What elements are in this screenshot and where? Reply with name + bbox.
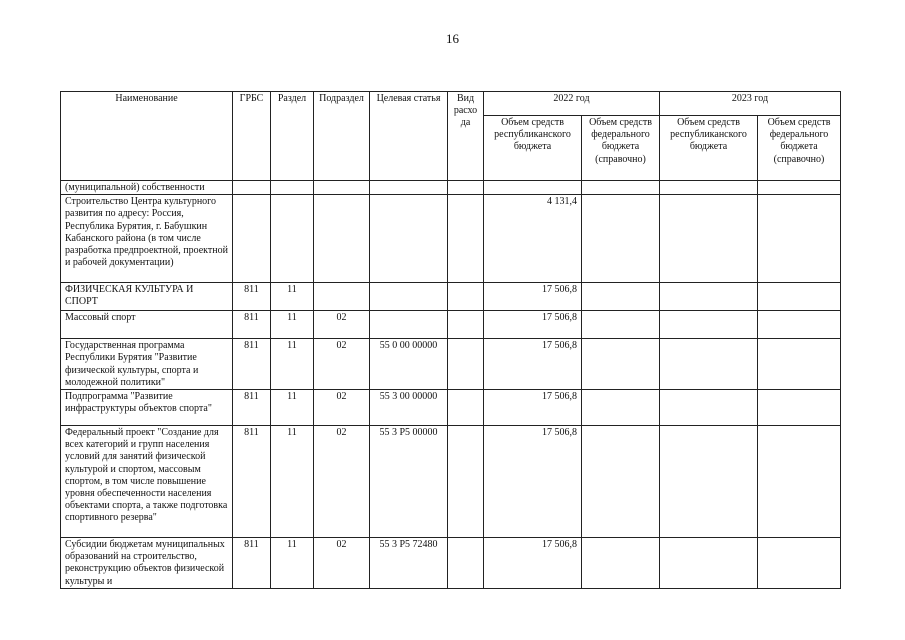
cell-target bbox=[370, 283, 448, 311]
table-row bbox=[61, 538, 841, 589]
cell-2022-republican: 17 506,8 bbox=[484, 283, 582, 311]
table-row bbox=[61, 390, 841, 426]
cell-2022-federal bbox=[582, 390, 660, 426]
cell-section: 11 bbox=[271, 538, 314, 589]
cell-target bbox=[370, 311, 448, 339]
cell-vid bbox=[448, 538, 484, 589]
cell-name: Федеральный проект "Создание для всех категорий и групп населения условий для занятий физической культурой и спортом, массовым спортом, в том числе повышение уровня обеспеченности населения объектами спорта, а также подготовка спортивного резерва" bbox=[61, 426, 233, 538]
cell-name: ФИЗИЧЕСКАЯ КУЛЬТУРА И СПОРТ bbox=[61, 283, 233, 311]
cell-vid bbox=[448, 426, 484, 538]
cell-2023-federal bbox=[758, 390, 841, 426]
cell-2023-republican bbox=[660, 195, 758, 283]
table-row bbox=[61, 311, 841, 339]
cell-2022-federal bbox=[582, 181, 660, 195]
cell-name: (муниципальной) собственности bbox=[61, 181, 233, 195]
cell-2023-republican bbox=[660, 390, 758, 426]
cell-target: 55 3 Р5 72480 bbox=[370, 538, 448, 589]
cell-2022-republican: 17 506,8 bbox=[484, 426, 582, 538]
table-row bbox=[61, 426, 841, 538]
header-target: Целевая статья bbox=[370, 92, 448, 181]
cell-name: Подпрограмма "Развитие инфраструктуры объектов спорта" bbox=[61, 390, 233, 426]
cell-2023-federal bbox=[758, 283, 841, 311]
cell-2023-federal bbox=[758, 195, 841, 283]
cell-section: 11 bbox=[271, 283, 314, 311]
cell-2022-federal bbox=[582, 538, 660, 589]
cell-2023-federal bbox=[758, 311, 841, 339]
table-row bbox=[61, 339, 841, 390]
cell-name: Строительство Центра культурного развития по адресу: Россия, Республика Бурятия, г. Бабушкин Кабанского района (в том числе разработка предпроектной, проектной и рабочей документации) bbox=[61, 195, 233, 283]
cell-2023-republican bbox=[660, 339, 758, 390]
cell-grbs bbox=[233, 181, 271, 195]
header-2023-federal: Объем средств федерального бюджета (справочно) bbox=[758, 116, 841, 181]
cell-grbs: 811 bbox=[233, 283, 271, 311]
cell-2022-federal bbox=[582, 426, 660, 538]
cell-subsection bbox=[314, 195, 370, 283]
cell-2023-republican bbox=[660, 283, 758, 311]
cell-2022-federal bbox=[582, 283, 660, 311]
cell-name: Массовый спорт bbox=[61, 311, 233, 339]
cell-2023-republican bbox=[660, 538, 758, 589]
cell-grbs: 811 bbox=[233, 426, 271, 538]
cell-2023-federal bbox=[758, 181, 841, 195]
cell-grbs: 811 bbox=[233, 390, 271, 426]
cell-2022-republican: 17 506,8 bbox=[484, 390, 582, 426]
cell-2022-federal bbox=[582, 339, 660, 390]
header-name: Наименование bbox=[61, 92, 233, 181]
budget-table bbox=[60, 91, 841, 589]
cell-subsection: 02 bbox=[314, 538, 370, 589]
cell-section: 11 bbox=[271, 339, 314, 390]
header-expense-type: Вид расхо да bbox=[448, 92, 484, 181]
header-2023-republican: Объем средств республиканского бюджета bbox=[660, 116, 758, 181]
cell-section bbox=[271, 195, 314, 283]
header-section: Раздел bbox=[271, 92, 314, 181]
cell-section: 11 bbox=[271, 311, 314, 339]
cell-2022-federal bbox=[582, 311, 660, 339]
cell-vid bbox=[448, 311, 484, 339]
table-row bbox=[61, 283, 841, 311]
cell-2022-republican: 17 506,8 bbox=[484, 538, 582, 589]
cell-subsection: 02 bbox=[314, 390, 370, 426]
cell-section: 11 bbox=[271, 390, 314, 426]
cell-2022-republican bbox=[484, 181, 582, 195]
cell-2023-republican bbox=[660, 311, 758, 339]
cell-section bbox=[271, 181, 314, 195]
cell-subsection: 02 bbox=[314, 339, 370, 390]
cell-vid bbox=[448, 283, 484, 311]
cell-name: Субсидии бюджетам муниципальных образований на строительство, реконструкцию объектов физической культуры и bbox=[61, 538, 233, 589]
cell-subsection: 02 bbox=[314, 311, 370, 339]
cell-section: 11 bbox=[271, 426, 314, 538]
page-number: 16 bbox=[446, 31, 459, 46]
cell-vid bbox=[448, 195, 484, 283]
table-row bbox=[61, 181, 841, 195]
cell-target: 55 3 00 00000 bbox=[370, 390, 448, 426]
header-year-2023: 2023 год bbox=[660, 92, 841, 116]
header-grbs: ГРБС bbox=[233, 92, 271, 181]
cell-2022-republican: 17 506,8 bbox=[484, 311, 582, 339]
cell-2023-federal bbox=[758, 426, 841, 538]
cell-name: Государственная программа Республики Бурятия "Развитие физической культуры, спорта и молодежной политики" bbox=[61, 339, 233, 390]
cell-target: 55 0 00 00000 bbox=[370, 339, 448, 390]
cell-target bbox=[370, 195, 448, 283]
cell-subsection: 02 bbox=[314, 426, 370, 538]
table-row bbox=[61, 195, 841, 283]
cell-target bbox=[370, 181, 448, 195]
cell-grbs bbox=[233, 195, 271, 283]
header-2022-federal: Объем средств федерального бюджета (справочно) bbox=[582, 116, 660, 181]
cell-2022-federal bbox=[582, 195, 660, 283]
cell-2023-republican bbox=[660, 426, 758, 538]
header-subsection: Подраздел bbox=[314, 92, 370, 181]
cell-grbs: 811 bbox=[233, 538, 271, 589]
cell-subsection bbox=[314, 283, 370, 311]
cell-2023-federal bbox=[758, 339, 841, 390]
cell-vid bbox=[448, 181, 484, 195]
cell-target: 55 3 Р5 00000 bbox=[370, 426, 448, 538]
cell-2023-federal bbox=[758, 538, 841, 589]
cell-vid bbox=[448, 339, 484, 390]
header-year-2022: 2022 год bbox=[484, 92, 660, 116]
cell-2022-republican: 4 131,4 bbox=[484, 195, 582, 283]
cell-subsection bbox=[314, 181, 370, 195]
cell-vid bbox=[448, 390, 484, 426]
cell-2022-republican: 17 506,8 bbox=[484, 339, 582, 390]
header-2022-republican: Объем средств республиканского бюджета bbox=[484, 116, 582, 181]
cell-grbs: 811 bbox=[233, 311, 271, 339]
cell-grbs: 811 bbox=[233, 339, 271, 390]
cell-2023-republican bbox=[660, 181, 758, 195]
